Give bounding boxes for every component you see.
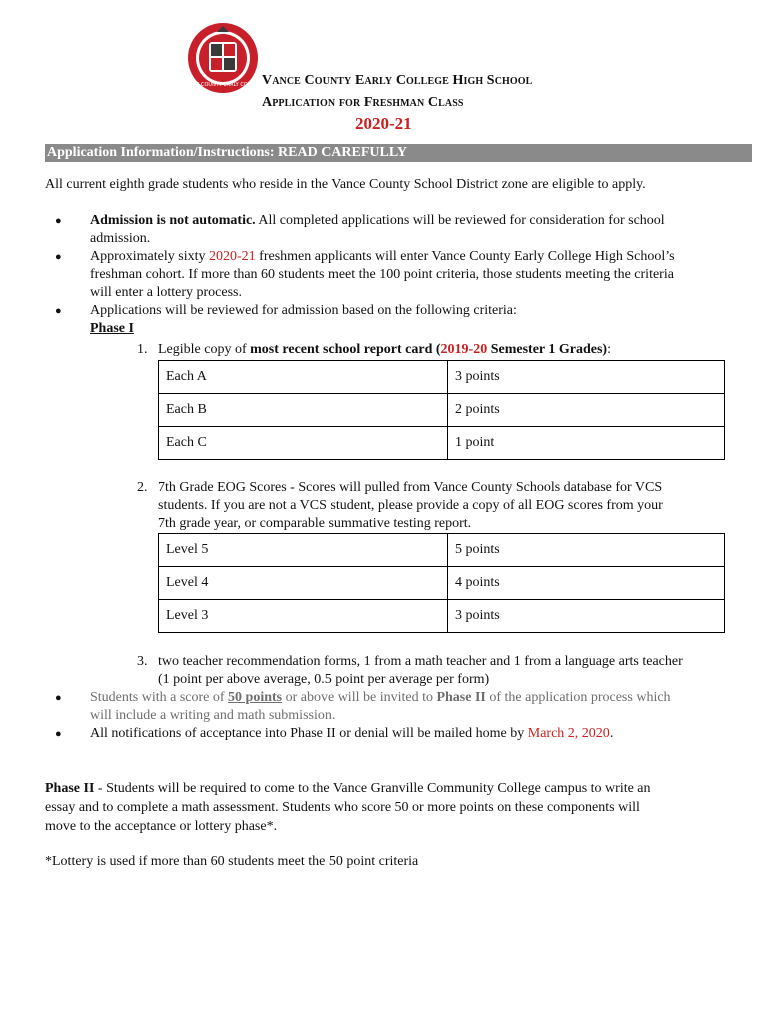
- eog-points-table: [158, 533, 725, 633]
- bullet-icon: ●: [55, 251, 62, 263]
- section-banner: Application Information/Instructions: READ CAREFULLY: [45, 144, 752, 162]
- table-row: Level 5 5 points: [159, 534, 725, 567]
- bullet-icon: ●: [55, 728, 62, 740]
- table-row: Level 4 4 points: [159, 567, 725, 600]
- grades-points-table: [158, 360, 725, 460]
- lottery-footnote: *Lottery is used if more than 60 students meet the 50 point criteria: [45, 854, 419, 869]
- phase-one-heading: Phase I: [90, 321, 134, 336]
- list-item: ● Admission is not automatic. All completed applications will be reviewed for consideration for school admission.: [55, 213, 665, 246]
- bullet-icon: ●: [55, 215, 62, 227]
- list-item: ● Approximately sixty 2020-21 freshmen applicants will enter Vance County Early College High School’s freshman cohort. If more than 60 students meet the 100 point criteria, those students meeting the criteria will enter a lottery process.: [55, 249, 675, 300]
- school-seal-logo: [182, 22, 264, 94]
- table-row: Each B 2 points: [159, 394, 725, 427]
- application-year: 2020-21: [355, 114, 412, 133]
- bullet-icon: ●: [55, 692, 62, 704]
- criteria-bullet-list: [55, 212, 735, 338]
- intro-paragraph: All current eighth grade students who reside in the Vance County School District zone are eligible to apply.: [45, 177, 646, 192]
- table-row: Level 3 3 points: [159, 600, 725, 633]
- list-item: ● Applications will be reviewed for admission based on the following criteria: Phase I: [55, 303, 517, 336]
- list-item: ● Students with a score of 50 points or above will be invited to Phase II of the application process which will include a writing and math submission.: [55, 690, 671, 723]
- table-row: Each A 3 points: [159, 361, 725, 394]
- school-name: Vance County Early College High School: [262, 73, 533, 88]
- notice-bullet-list: [55, 689, 735, 743]
- svg-text:VANCE COUNTY EARLY COLLEGE: VANCE COUNTY EARLY COLLEGE: [182, 82, 264, 88]
- document-header: [262, 70, 533, 133]
- bullet-icon: ●: [55, 305, 62, 317]
- application-subtitle: Application for Freshman Class: [262, 95, 464, 110]
- list-item: ● All notifications of acceptance into Phase II or denial will be mailed home by March 2, 2020.: [55, 726, 614, 741]
- phase-two-paragraph: Phase II - Students will be required to come to the Vance Granville Community College campus to write an essay and to complete a math assessment. Students who score 50 or more points on these components will move to the acceptance or lottery phase*.: [45, 781, 651, 834]
- table-row: Each C 1 point: [159, 427, 725, 460]
